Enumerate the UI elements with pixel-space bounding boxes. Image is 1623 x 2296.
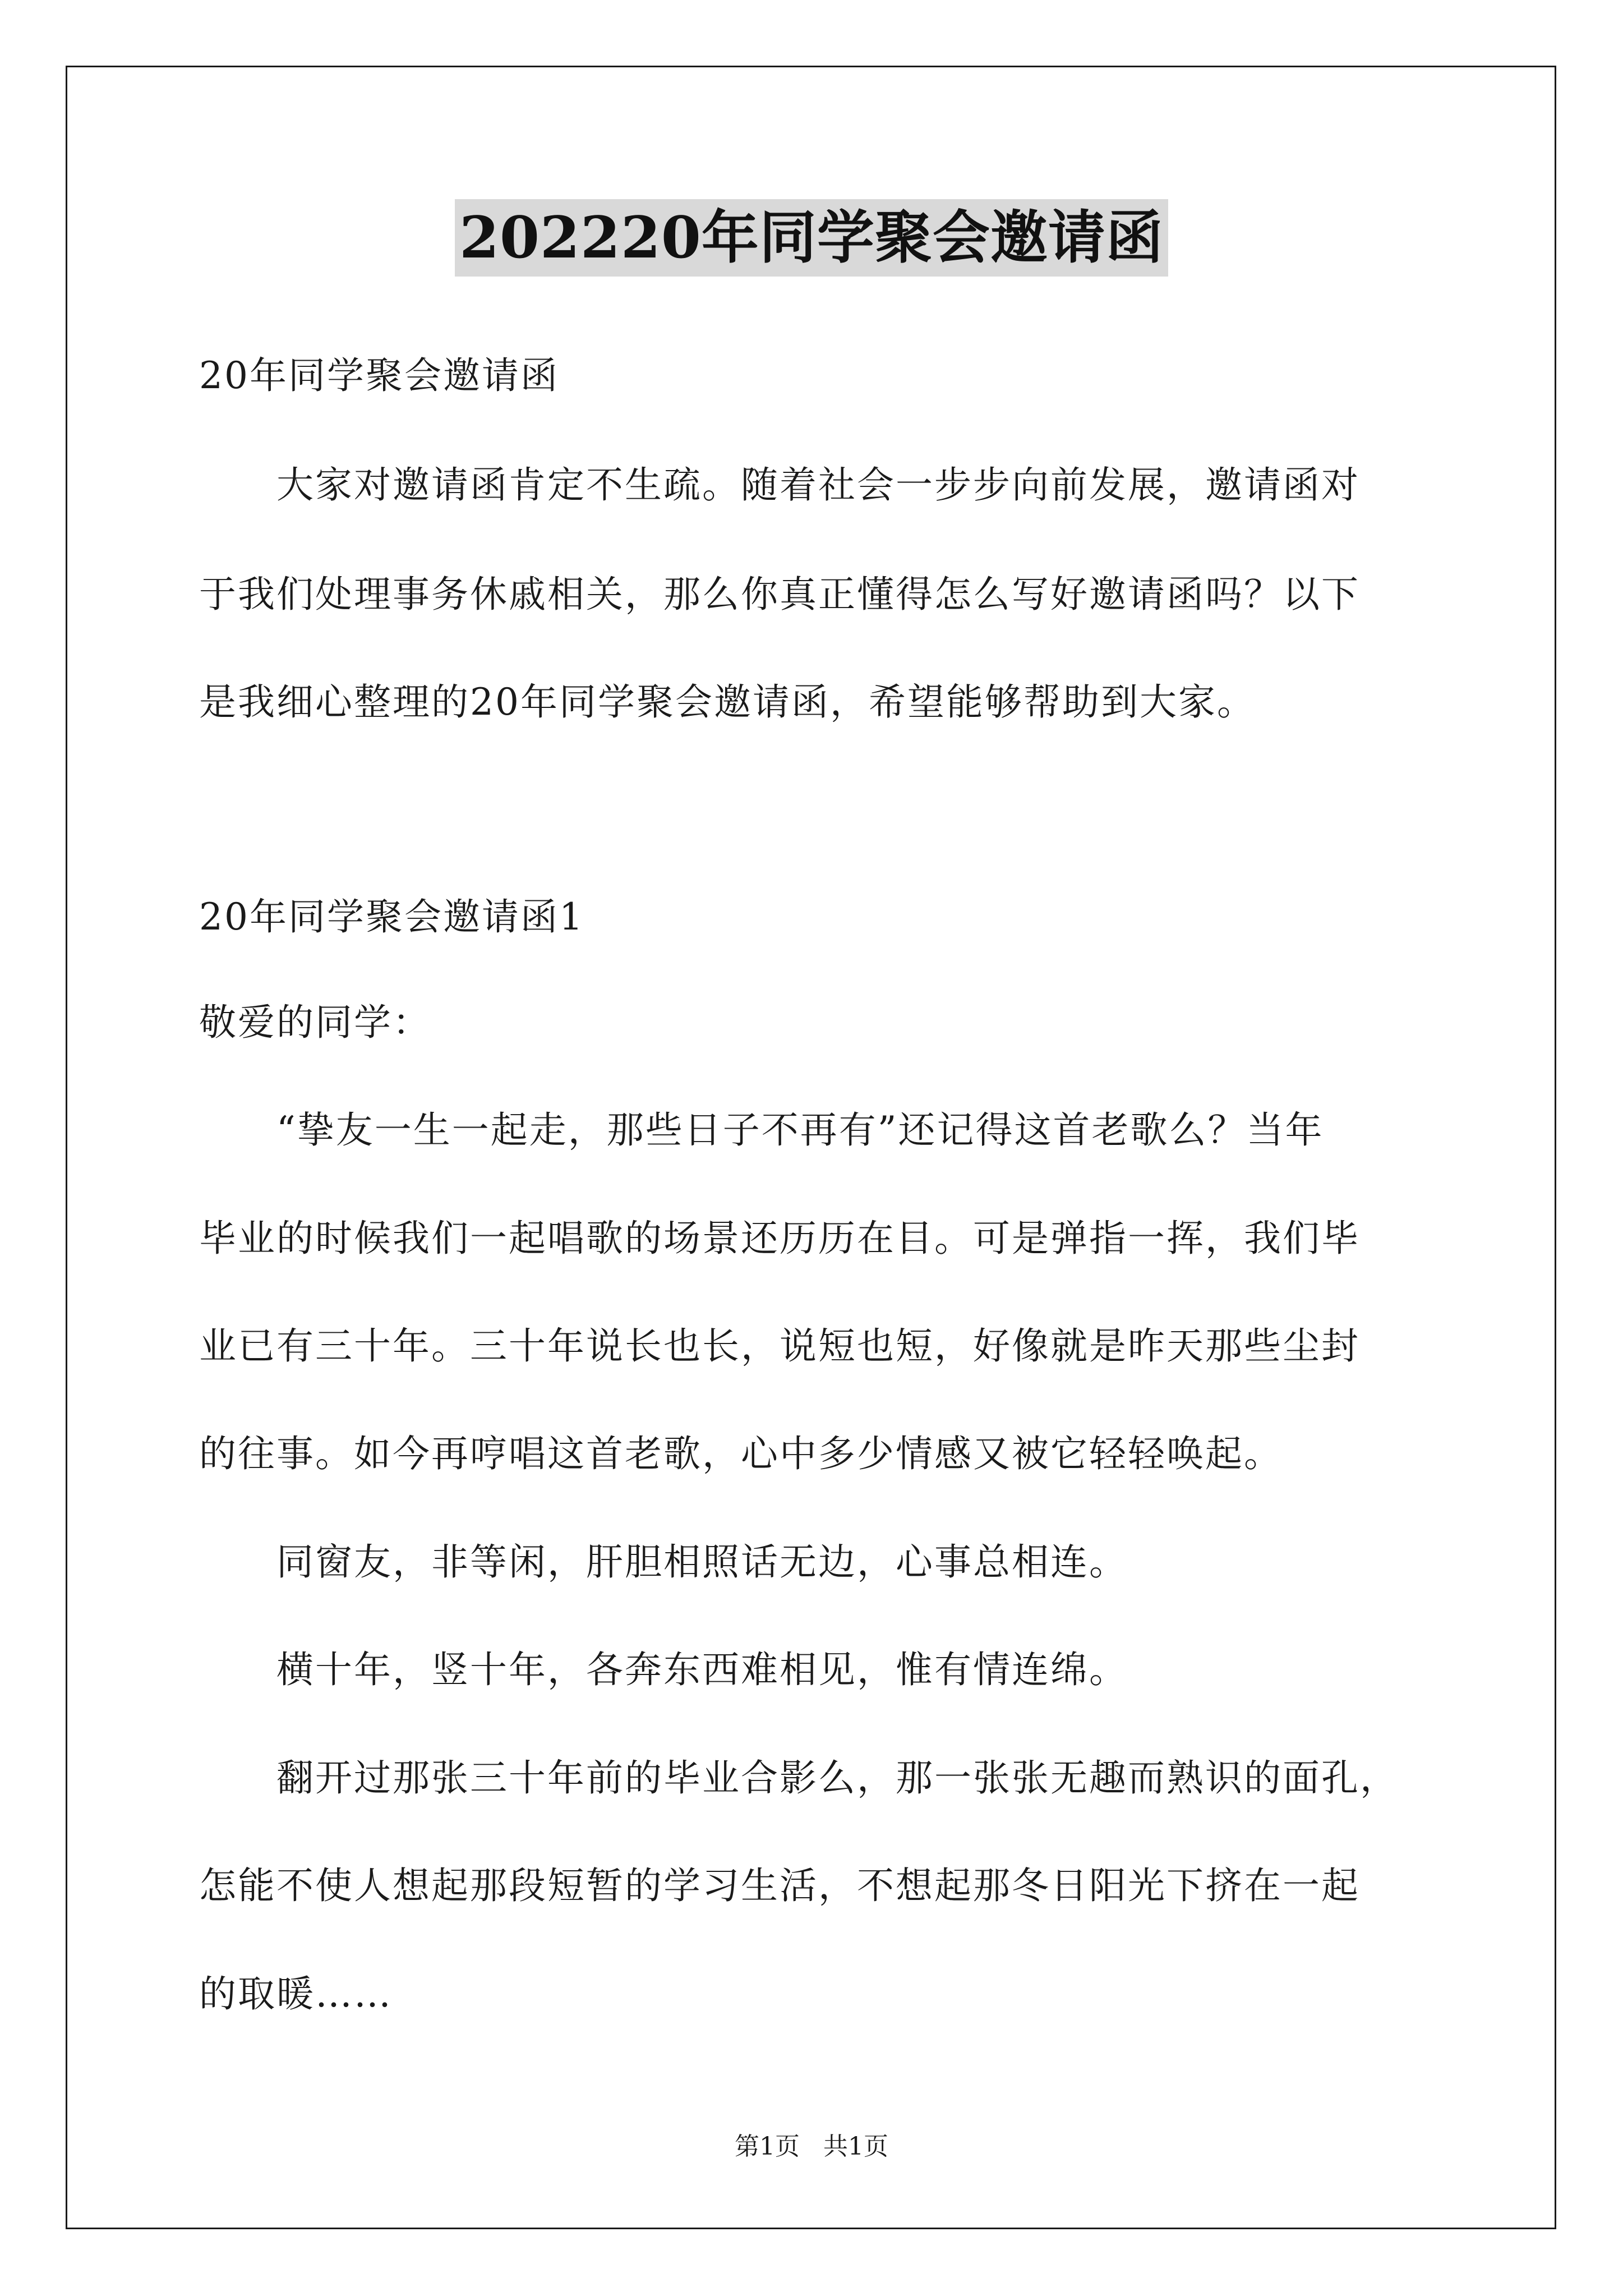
page-number: 第1页 [735,2132,800,2161]
paragraph-line: 的取暖…… [199,1972,393,2016]
paragraph-line: 于我们处理事务休戚相关，那么你真正懂得怎么写好邀请函吗？以下 [199,573,1360,616]
paragraph-line: 怎能不使人想起那段短暂的学习生活，不想起那冬日阳光下挤在一起 [199,1864,1360,1907]
paragraph-line: 同窗友，非等闲，肝胆相照话无边，心事总相连。 [199,1540,1128,1584]
paragraph-line: 大家对邀请函肯定不生疏。随着社会一步步向前发展，邀请函对 [199,463,1360,507]
section-heading: 20年同学聚会邀请函1 [199,895,584,938]
paragraph-line: 是我细心整理的20年同学聚会邀请函，希望能够帮助到大家。 [199,680,1256,724]
page-total: 共1页 [823,2132,888,2161]
salutation: 敬爱的同学： [199,1001,431,1044]
paragraph-line: 毕业的时候我们一起唱歌的场景还历历在目。可是弹指一挥，我们毕 [199,1217,1360,1260]
page-footer [0,2126,1623,2162]
paragraph-line: 翻开过那张三十年前的毕业合影么，那一张张无趣而熟识的面孔， [199,1756,1399,1800]
paragraph-line: 横十年，竖十年，各奔东西难相见，惟有情连绵。 [199,1648,1128,1691]
subtitle-line: 20年同学聚会邀请函 [199,354,559,397]
paragraph-line: 业已有三十年。三十年说长也长，说短也短，好像就是昨天那些尘封 [199,1324,1360,1368]
document-title: 202220年同学聚会邀请函 [455,199,1168,277]
title-container [0,199,1623,277]
paragraph-line: 的往事。如今再哼唱这首老歌，心中多少情感又被它轻轻唤起。 [199,1432,1283,1475]
paragraph-line: “挚友一生一起走，那些日子不再有”还记得这首老歌么？当年 [199,1108,1324,1152]
